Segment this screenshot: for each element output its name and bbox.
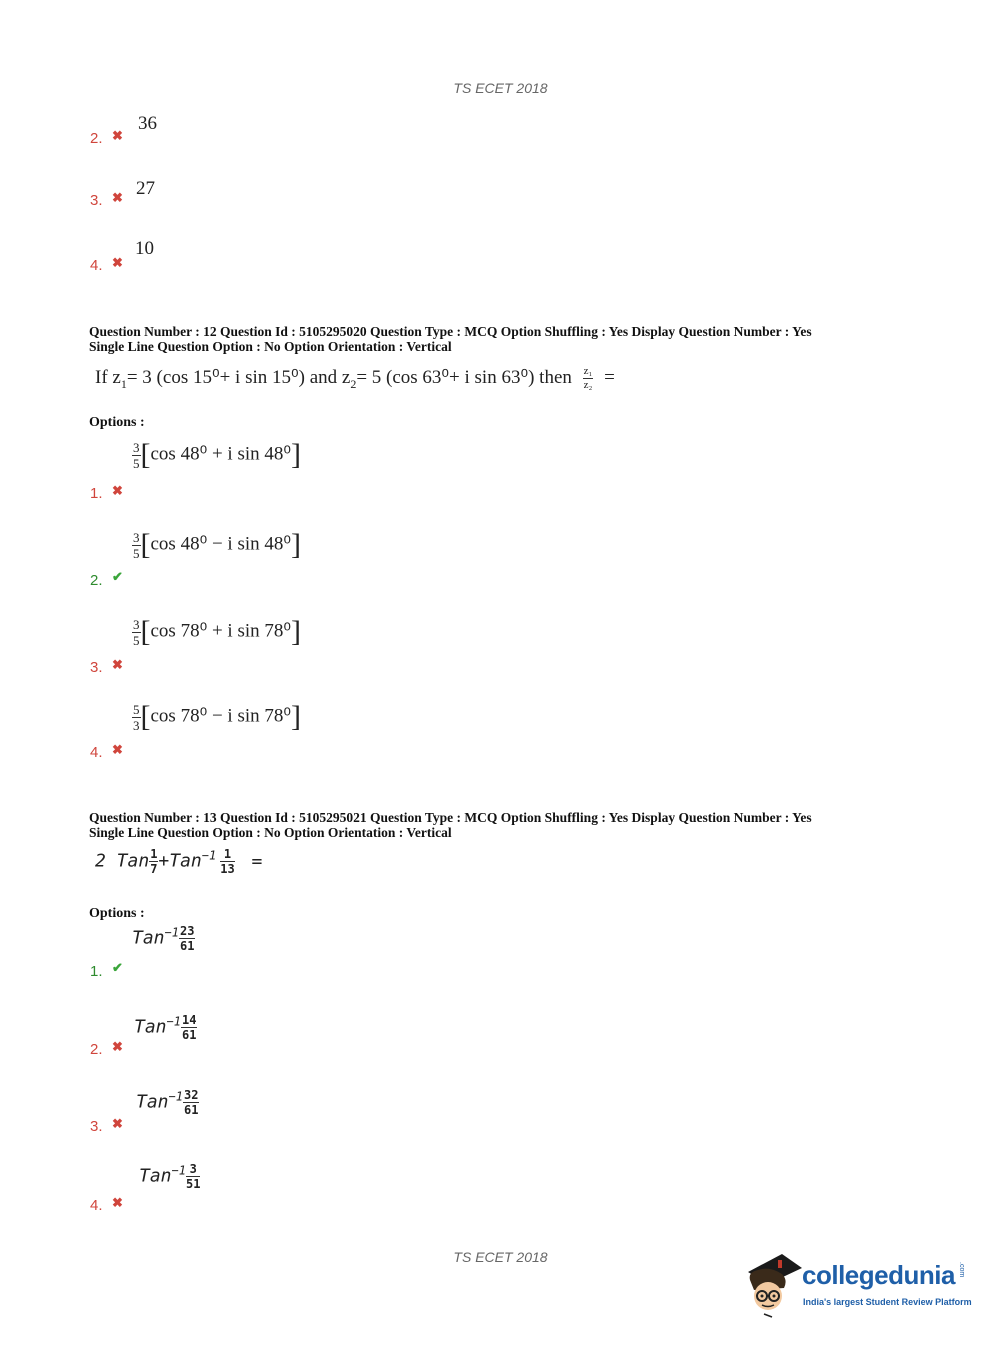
- option-value: 27: [136, 178, 155, 199]
- option-number: 4.: [90, 257, 103, 274]
- page-header: TS ECET 2018: [453, 80, 548, 96]
- option-expression: $\frac{5}{3}$ [cos 78⁰ − i sin 78⁰]: [133, 700, 301, 733]
- option-expression: Tan$^{-1}$ $\frac{14}{61}$: [134, 1013, 197, 1042]
- options-label: Options :: [89, 906, 145, 921]
- collegedunia-logo[interactable]: [742, 1250, 972, 1320]
- question-12-meta: [89, 324, 909, 354]
- cross-icon: ✖: [112, 128, 123, 143]
- option-expression: Tan$^{-1}$ $\frac{23}{61}$: [132, 924, 195, 953]
- option-expression: Tan$^{-1}$ $\frac{32}{61}$: [136, 1088, 199, 1117]
- option-number: 3.: [90, 192, 103, 209]
- option-number: 1.: [90, 963, 103, 980]
- option-expression: $\frac{3}{5}$ [cos 78⁰ + i sin 78⁰]: [133, 615, 301, 648]
- option-number: 2.: [90, 572, 103, 589]
- cross-icon: ✖: [112, 1195, 123, 1210]
- option-number: 3.: [90, 1118, 103, 1135]
- cross-icon: ✖: [112, 1116, 123, 1131]
- meta-line-1: Question Number : 13 Question Id : 5105295021 Question Type : MCQ Option Shuffling : Yes Display Question Number : Yes: [89, 810, 812, 825]
- brand-tagline: India's largest Student Review Platform: [803, 1297, 972, 1307]
- cross-icon: ✖: [112, 657, 123, 672]
- meta-line-2: Single Line Question Option : No Option Orientation : Vertical: [89, 825, 452, 840]
- option-number: 2.: [90, 130, 103, 147]
- cross-icon: ✖: [112, 483, 123, 498]
- question-12-text: If $z_1= 3$ (cos 15⁰+ i sin 15⁰) and $z_2= 5$ (cos 63⁰+ i sin 63⁰) then $\frac{\text{z₁}}{\text{z₂}}$ =: [95, 365, 615, 392]
- mascot-icon: [742, 1250, 804, 1318]
- page-footer: TS ECET 2018: [453, 1249, 548, 1265]
- meta-line-2: Single Line Question Option : No Option Orientation : Vertical: [89, 339, 452, 354]
- option-expression: $\frac{3}{5}$ [cos 48⁰ − i sin 48⁰]: [133, 528, 301, 561]
- option-expression: Tan$^{-1}$ $\frac{3}{51}$: [139, 1162, 201, 1191]
- option-number: 4.: [90, 744, 103, 761]
- option-number: 2.: [90, 1041, 103, 1058]
- cross-icon: ✖: [112, 190, 123, 205]
- options-label: Options :: [89, 415, 145, 430]
- option-number: 1.: [90, 485, 103, 502]
- cross-icon: ✖: [112, 255, 123, 270]
- z1-over-z2: $\frac{\text{z₁}}{\text{z₂}}$: [583, 365, 593, 392]
- option-value: 36: [138, 113, 157, 134]
- question-13-text: 2 Tan $\frac{1}{7}$ +Tan$^{-1}$ $\frac{1}{13}$ =: [95, 847, 263, 876]
- cross-icon: ✖: [112, 1039, 123, 1054]
- option-number: 4.: [90, 1197, 103, 1214]
- option-number: 3.: [90, 659, 103, 676]
- meta-line-1: Question Number : 12 Question Id : 5105295020 Question Type : MCQ Option Shuffling : Yes Display Question Number : Yes: [89, 324, 812, 339]
- brand-name: collegedunia: [802, 1260, 955, 1290]
- brand-suffix: .com: [958, 1262, 965, 1278]
- question-13-meta: [89, 810, 909, 840]
- check-icon: ✔: [112, 960, 123, 975]
- cross-icon: ✖: [112, 742, 123, 757]
- option-expression: $\frac{3}{5}$ [cos 48⁰ + i sin 48⁰]: [133, 438, 301, 471]
- option-value: 10: [135, 238, 154, 259]
- check-icon: ✔: [112, 569, 123, 584]
